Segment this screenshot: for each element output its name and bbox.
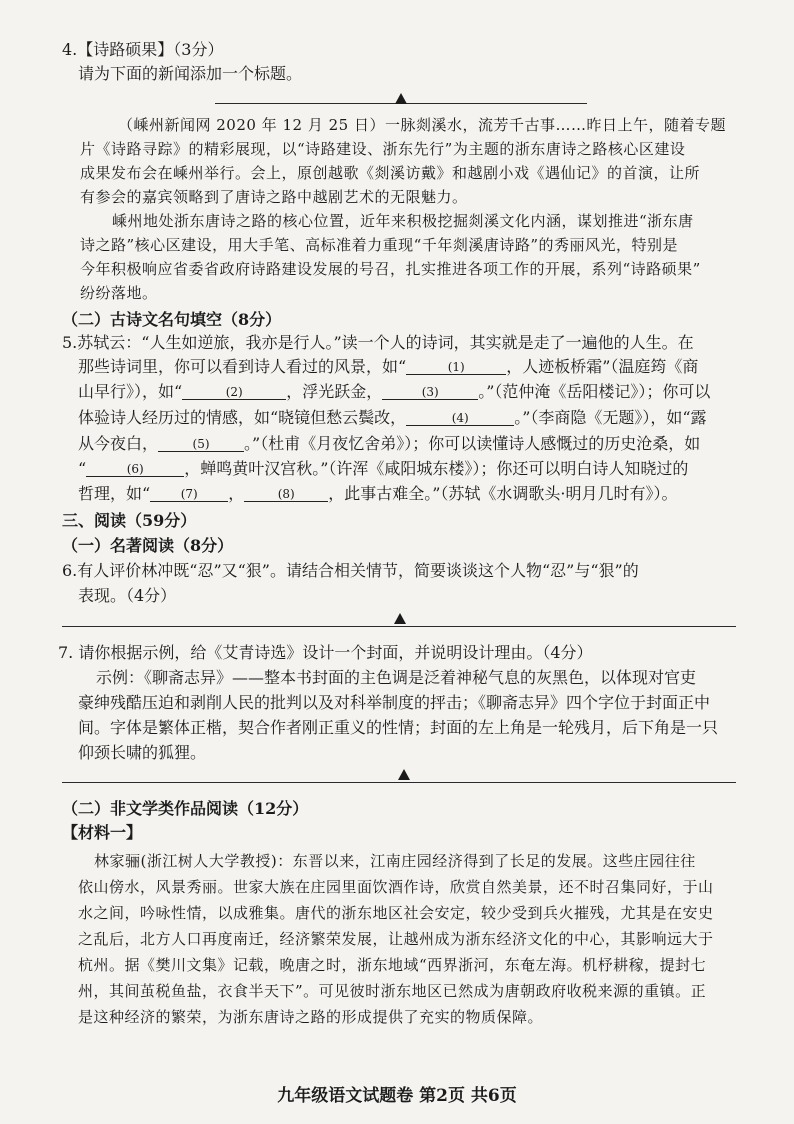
answer-line	[62, 782, 736, 783]
material-line: 州，其间茧税鱼盐，衣食半天下”。可见彼时浙东地区已然成为唐朝政府收税来源的重镇。正	[78, 982, 707, 1000]
material-line: 水之间，吟咏性情，以成雅集。唐代的浙东地区社会安定，较少受到兵火摧残，尤其是在安史	[78, 904, 714, 922]
q7-example: 间。字体是繁体正楷，契合作者刚正重义的性情；封面的左上角是一轮残月，后下角是一只	[78, 718, 719, 737]
q5-line: “ (6) ，蝉鸣黄叶汉宫秋。”（许浑《咸阳城东楼》）；你还可以明白诗人知晓过的	[78, 459, 689, 478]
material-line: 杭州。据《樊川文集》记载，晚唐之时，浙东地域“西界浙河，东奄左海。机杼耕稼，提封七	[78, 956, 707, 974]
answer-marker-icon	[398, 769, 410, 780]
q5-line: 哲理，如“ (7) ， (8) ，此事古难全。”（苏轼《水调歌头·明月几时有》）。	[78, 484, 678, 503]
answer-blank[interactable]: (4)	[406, 411, 514, 426]
material-line: 之乱后，北方人口再度南迁，经济繁荣发展，让越州成为浙东经济文化的中心，其影响远大于	[78, 930, 714, 948]
material-line: 依山傍水，风景秀丽。世家大族在庄园里面饮酒作诗，欣赏自然美景，还不时召集同好，于山	[78, 878, 714, 896]
q7-example: 示例：《聊斋志异》——整本书封面的主色调是泛着神秘气息的灰黑色，以体现对官吏	[96, 668, 697, 687]
answer-blank[interactable]: (7)	[150, 487, 228, 502]
answer-blank[interactable]: (2)	[182, 385, 286, 400]
answer-blank[interactable]: (5)	[158, 437, 244, 452]
news-line: 今年积极响应省委省政府诗路建设发展的号召，扎实推进各项工作的开展，系列“诗路硕果”	[80, 260, 701, 278]
q5-line: 5.苏轼云：“人生如逆旅，我亦是行人。”读一个人的诗词，其实就是走了一遍他的人生。在	[62, 333, 694, 352]
news-line: 纷纷落地。	[80, 284, 158, 302]
answer-blank[interactable]: (6)	[86, 462, 184, 477]
news-line: 片《诗路寻踪》的精彩展现，以“诗路建设、浙东先行”为主题的浙东唐诗之路核心区建设	[80, 140, 686, 158]
q5-line: 从今夜白， (5) 。”（杜甫《月夜忆舍弟》）；你可以读懂诗人感慨过的历史沧桑，如	[78, 434, 701, 453]
q7-line: 7. 请你根据示例，给《艾青诗选》设计一个封面，并说明设计理由。（4分）	[58, 643, 593, 662]
section-3-heading: 三、阅读（59分）	[62, 511, 197, 530]
q5-line: 山早行》），如“ (2) ，浮光跃金， (3) 。”（范仲淹《岳阳楼记》）；你可以	[78, 382, 711, 401]
page-footer: 九年级语文试题卷 第2页 共6页	[277, 1086, 517, 1106]
q6-line: 6.有人评价林冲既“忍”又“狠”。请结合相关情节，简要谈谈这个人物“忍”与“狠”的	[62, 561, 639, 580]
answer-blank[interactable]: (8)	[244, 487, 328, 502]
subsection-heading: （一）名著阅读（8分）	[62, 536, 234, 555]
q4-title: 4.【诗路硕果】（3分）	[62, 40, 224, 59]
section-2-heading: （二）古诗文名句填空（8分）	[62, 310, 282, 329]
q5-line: 那些诗词里，你可以看到诗人看过的风景，如“ (1) ，人迹板桥霜”（温庭筠《商	[78, 357, 699, 376]
q6-line: 表现。（4分）	[78, 586, 177, 605]
q7-example: 豪绅残酷压迫和剥削人民的批判以及对科举制度的抨击；《聊斋志异》四个字位于封面正中	[78, 693, 711, 712]
q4-instruction: 请为下面的新闻添加一个标题。	[78, 64, 303, 83]
news-line: 成果发布会在嵊州举行。会上，原创越歌《剡溪访戴》和越剧小戏《遇仙记》的首演，让所	[80, 164, 701, 182]
answer-blank[interactable]: (1)	[406, 360, 506, 375]
answer-line	[62, 626, 736, 627]
answer-blank[interactable]: (3)	[382, 385, 478, 400]
subsection-heading: （二）非文学类作品阅读（12分）	[62, 799, 309, 818]
material-label: 【材料一】	[62, 823, 143, 842]
q7-example: 仰颈长啸的狐狸。	[78, 743, 207, 762]
answer-marker-icon	[395, 93, 407, 104]
news-line: 嵊州地处浙东唐诗之路的核心位置，近年来积极挖掘剡溪文化内涵，谋划推进“浙东唐	[112, 212, 694, 230]
answer-marker-icon	[394, 613, 406, 624]
q5-line: 体验诗人经历过的情感，如“晓镜但愁云鬓改， (4) 。”（李商隐《无题》），如“露	[78, 408, 707, 427]
news-line: 有参会的嘉宾领略到了唐诗之路中越剧艺术的无限魅力。	[80, 188, 468, 206]
material-line: 是这种经济的繁荣，为浙东唐诗之路的形成提供了充实的物质保障。	[78, 1008, 544, 1026]
news-line: （嵊州新闻网 2020 年 12 月 25 日）一脉剡溪水，流芳千古事……昨日上午，随着专题	[118, 116, 726, 134]
material-line: 林家骊(浙江树人大学教授)：东晋以来，江南庄园经济得到了长足的发展。这些庄园往往	[94, 852, 696, 870]
news-line: 诗之路”核心区建设，用大手笔、高标准着力重现“千年剡溪唐诗路”的秀丽风光，特别是	[80, 236, 679, 254]
